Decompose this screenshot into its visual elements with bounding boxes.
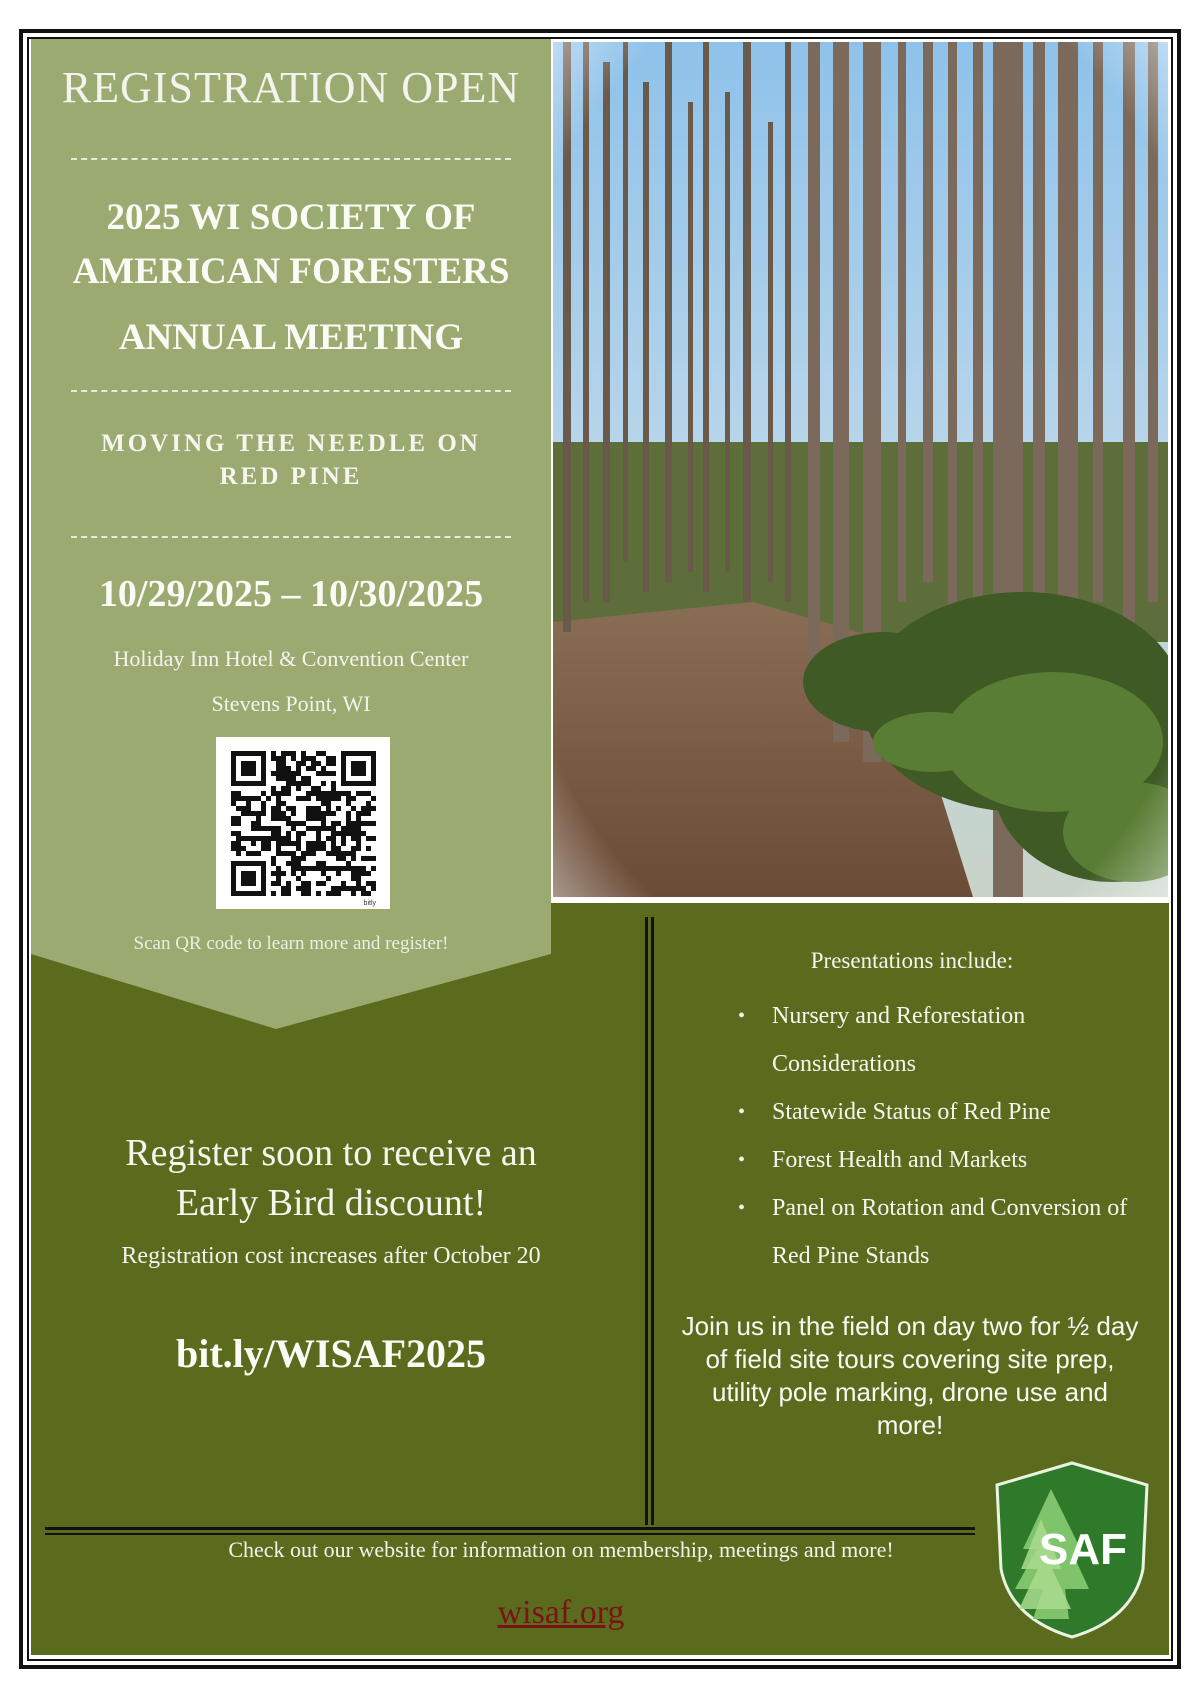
early-bird-line1: Register soon to receive an xyxy=(125,1132,537,1174)
field-tour-description: Join us in the field on day two for ½ day of field site tours covering site prep, utility pole marking, drone use and more! xyxy=(681,1311,1139,1440)
website-link-text[interactable]: wisaf.org xyxy=(497,1594,625,1631)
presentations-heading: Presentations include: xyxy=(810,948,1014,973)
logo-text: SAF xyxy=(1039,1525,1127,1574)
registration-qr-code[interactable] xyxy=(216,737,390,909)
event-title-line1: 2025 WI SOCIETY OF xyxy=(106,197,476,238)
dashed-divider xyxy=(71,158,511,160)
early-bird-line2: Early Bird discount! xyxy=(175,1182,487,1224)
venue-name: Holiday Inn Hotel & Convention Center xyxy=(113,646,469,671)
footer-message: Check out our website for information on membership, meetings and more! xyxy=(228,1537,894,1562)
cost-note: Registration cost increases after October 20 xyxy=(121,1243,541,1269)
register-url-link[interactable]: bit.ly/WISAF2025 xyxy=(175,1331,487,1376)
theme-line1: MOVING THE NEEDLE ON xyxy=(101,430,481,457)
event-dates: 10/29/2025 – 10/30/2025 xyxy=(98,573,484,615)
qr-caption: bitly xyxy=(363,900,376,907)
venue-location: Stevens Point, WI xyxy=(211,691,371,716)
presentation-item: • Statewide Status of Red Pine xyxy=(730,1088,1150,1136)
saf-logo xyxy=(993,1459,1151,1641)
registration-open-heading: REGISTRATION OPEN xyxy=(61,63,521,112)
website-link[interactable] xyxy=(31,1594,1091,1632)
vertical-divider xyxy=(645,917,648,1525)
theme-line2: RED PINE xyxy=(219,463,363,490)
event-title-line2: AMERICAN FORESTERS xyxy=(72,251,510,292)
presentation-item: • Forest Health and Markets xyxy=(730,1136,1150,1184)
presentations-list xyxy=(730,992,1150,1280)
dashed-divider xyxy=(71,536,511,538)
horizontal-divider xyxy=(45,1527,975,1530)
horizontal-divider xyxy=(45,1533,975,1535)
presentation-item: • Panel on Rotation and Conversion of Red Pine Stands xyxy=(730,1184,1150,1280)
forest-photo xyxy=(553,42,1168,897)
event-title-line3: ANNUAL MEETING xyxy=(118,317,464,358)
dashed-divider xyxy=(71,390,511,392)
scan-instruction: Scan QR code to learn more and register! xyxy=(133,933,449,954)
presentation-item: • Nursery and Reforestation Considerations xyxy=(730,992,1150,1088)
vertical-divider xyxy=(651,917,654,1525)
